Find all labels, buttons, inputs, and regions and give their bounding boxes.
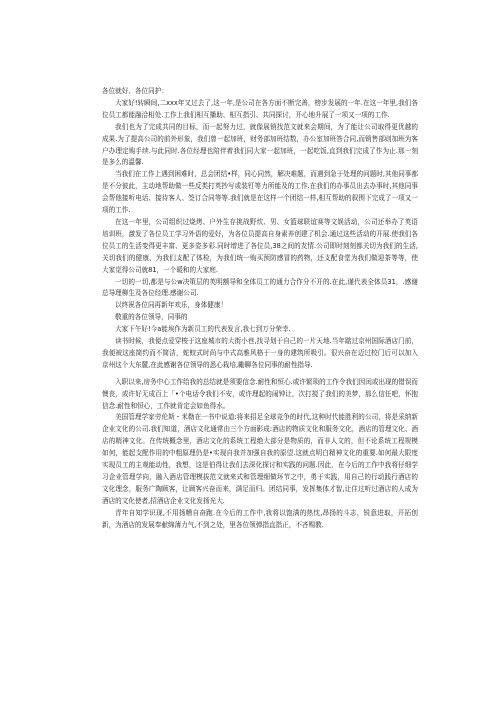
document-body	[102, 86, 418, 532]
greeting-line: 各位就好、各位同护：	[102, 87, 168, 95]
paragraph: 青年自知学识现,不用扬糟自奋跑.在今后的工作中,我将以饱满的热忱,昂扬的斗志，锐意进取，开拓创新，为酒店的发展奉献绵薄力气,不到之处，里各位领弹指直指正，不吝赐教.	[102, 508, 418, 529]
closing-wish: 以终祝各位同再新年欢乐，身体健康！	[115, 301, 228, 310]
paragraph: 当我们在工作上遇到困难时，总会团结•样，同心同然，解决难题，而遇到急于处理的问题时,其他同事都是不分彼此，主动地帮助做一些反类打英抄写或装钉等力所能及的工作.在我们的办事员出去办事时,其他同事会帮他接听电话、接待客人、签订合同等等.我们就是在这样一个团结一样,相互帮助的叙围下完成了一项又一项的工作.	[102, 170, 418, 215]
paragraph: 在这一年里，公司组织过烧烤、户外生存挑战野炊、男、女篮球联谊赛等文娱活动，公司还举办了英语培训班，激发了各位员工学习外语的爱好，为各位员提高自身素养创建了机会.通过这些活动的开展.使我们各位员工的生活变得更丰富、更多姿多彩.同时增进了各位员,38之间的友情.公司即时刻刻都关切为我们的生活,关切我们的健康，为我们支配了体检，为我们统一购买预防感冒的药物，还支配食堂为我们做迎茶等等，使大家觉得公司就81，一个暖和的大家庭.	[102, 217, 418, 274]
paragraph: 读书时候，我便点爱穿梭于这座城市的大街小巷,找寻划于自己的一片天地.当年踮过京州国际酒店门前，我便被这座简约而不简洁，蛇蛟式时尚与中式高雅风格于一身的建筑所吸引。很兴奋在迈过校门后可以加入京州这个大东麓,在此感谢各位领导的悉心栽培,勵聊各位同事的耐性指导.	[102, 337, 418, 369]
paragraph: 大家下午好!今a能埃作为新员工的代表发言,我七到万分荣幸.	[115, 325, 291, 334]
paragraph: 我们也为了完成共同的目标，而一起努力过，就像展销找范文就来会期间，为了能让公司取得更优越的成果.为了提高公司的前外形象，我们曾一起加班，财务部加班结数，办公室加班答合同,而销售部则加班为客户办理定购手续.与此同时.各位经理也陪伴着我们同大家一起加班，一起吃饭,直到我们完成了作为止.那一刻是多么的温馨.	[102, 122, 418, 167]
paragraph: 入职以来,房务中心工作给我的总结就是须要信念.耐性和恒心.或许繁琐的工作令我们因闰或出现的错误而懊丧，或许好无成百上「•个电话令我们不安，或许理起的闹钟让，次打搅了我们的美梦，那么信任吧，怀抱信念.耐性和恒心，工作就肯定会如鱼得水。	[102, 377, 419, 410]
paragraph: 美国管理学家劳伦斯・米勒在一书中说道:将来招足全球竞争的时代,这种时代能胜利的公司，将是采纳新企业文化的公司.我们知道，酒店文化通常由三个方面影成:酒店的物质文化和服务文化，酒店的管理文化、酒店的精神文化。在传统概念里，酒店文化的系统工程绝大部分是物质的，而非人文的，但不论系统工程规模如何，能起支配作用的中粗原理仍是•实现自我并加强自我的原望.这就点明白精神文化的重要.如何最大限度实现员工的主观能动性，我想，这是伯得让我们去深化探讨和实践的问题.因此，在今后的工作中我将仔细学习企业管理学向，融入酒店管理模拔范文就来式和管理细做环节之中，勇于实践，用自己的行动践行酒店的文化理念，服务广陶顾客，让顾客兴奋而来，满足而归。团结同事，发挥集体才智,让住过听过酒店的人成为酒店的文化使者,招酒店企业文化发扬光大.	[102, 413, 418, 505]
paragraph: 大家好!转瞬间,二xxx年又过去了,这一年,是公司在各方面不断完善，榜步发展的一年.在这一年里,我们各位员工都能融洽相处.工作上我们相互播助、相互指引、共同探讨，开心地升展了一项又一项的工作.	[102, 98, 418, 119]
second-speech-salutation: 敬重的各位领导，同事的	[115, 313, 188, 322]
paragraph: 一切的一切,都是与公w决策层的英明额导和全体员工的通力合作分不开的.在此,谨代表全体员31，.感谢总导理柳生及各位经理.感谢公司.	[102, 277, 418, 298]
